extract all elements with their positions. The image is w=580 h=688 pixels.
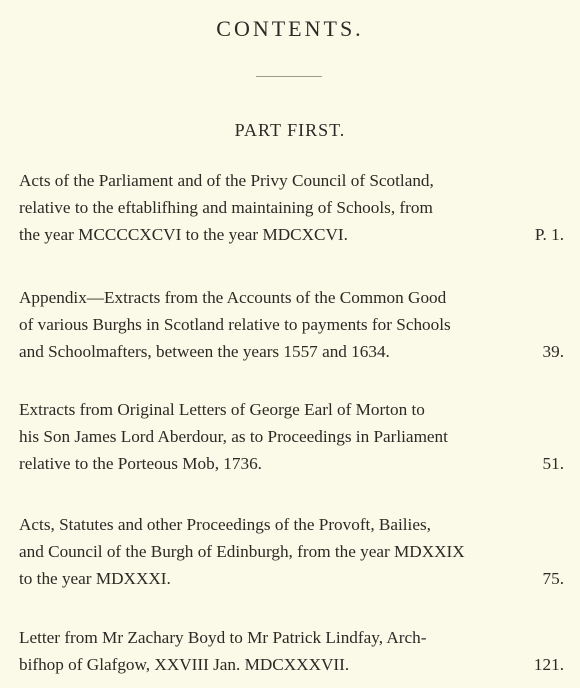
entry-last-line [19, 338, 565, 365]
page-number: 39. [542, 342, 564, 361]
page-title: CONTENTS. [216, 16, 364, 41]
entry-line: bifhop of Glafgow, XXVIII Jan. MDCXXXVII. [19, 655, 350, 674]
entry-line: Letter from Mr Zachary Boyd to Mr Patrick Lindfay, Arch- [19, 628, 427, 647]
page-number: 121. [533, 655, 564, 674]
entry-last-line [19, 450, 565, 477]
entry-line: and Schoolmafters, between the years 1557 and 1634. [19, 342, 390, 361]
entry-line: of various Burghs in Scotland relative to payments for Schools [19, 315, 451, 334]
entry-line: his Son James Lord Aberdour, as to Proceedings in Parliament [19, 427, 448, 446]
entry-line: Acts of the Parliament and of the Privy Council of Scotland, [19, 171, 434, 190]
contents-entry [19, 511, 565, 592]
part-title: PART FIRST. [234, 120, 346, 140]
entry-line: Acts, Statutes and other Proceedings of the Provoft, Bailies, [19, 515, 431, 534]
entry-line: relative to the Porteous Mob, 1736. [19, 454, 262, 473]
entry-last-line [19, 651, 565, 678]
entry-line: and Council of the Burgh of Edinburgh, from the year MDXXIX [19, 542, 465, 561]
entry-line: relative to the eftablifhing and maintaining of Schools, from [19, 198, 433, 217]
entry-last-line [19, 565, 565, 592]
entry-line: the year MCCCCXCVI to the year MDCXCVI. [19, 225, 348, 244]
entry-line: Extracts from Original Letters of George Earl of Morton to [19, 400, 425, 419]
entry-line: to the year MDXXXI. [19, 569, 171, 588]
contents-entry [19, 167, 565, 248]
page-number: 75. [542, 569, 564, 588]
entry-line: Appendix—Extracts from the Accounts of the Common Good [19, 288, 447, 307]
contents-entry [19, 624, 565, 678]
entry-last-line [19, 221, 565, 248]
title-divider [256, 76, 322, 77]
page-number: 51. [542, 454, 564, 473]
contents-entry [19, 396, 565, 477]
contents-entry [19, 284, 565, 365]
page-number: P. 1. [534, 225, 564, 244]
